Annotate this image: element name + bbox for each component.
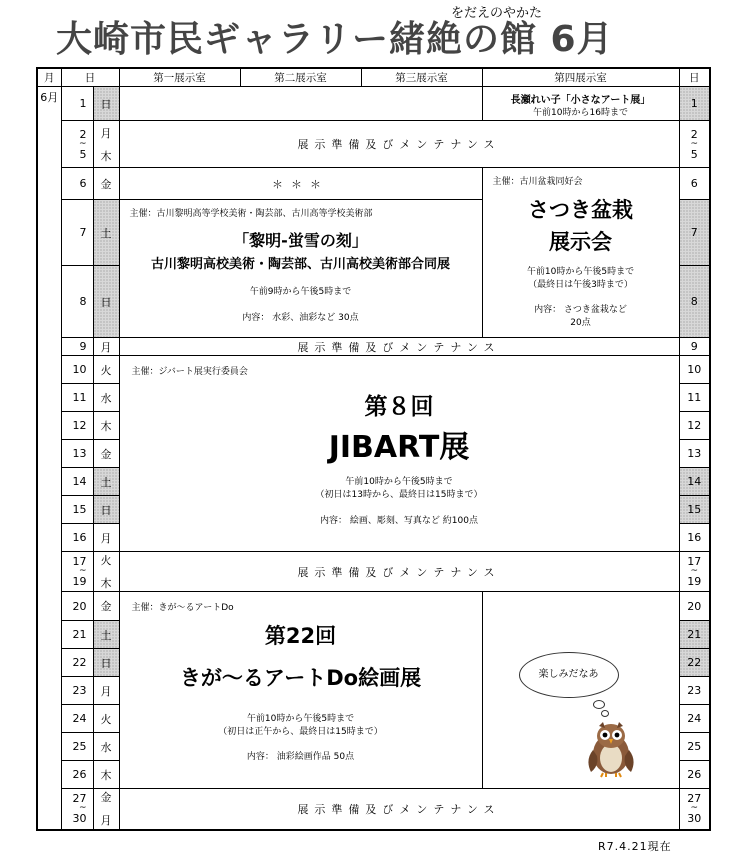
jibart-content: 内容： 絵画、彫刻、写真など 約100点	[320, 516, 478, 526]
day-number: 14	[61, 468, 93, 496]
day-number: 26	[61, 761, 93, 789]
calendar-row	[37, 121, 710, 168]
day-right-range: 2 ~ 5	[679, 121, 710, 168]
kigaru-title-2: きが～るアートDo絵画展	[179, 666, 422, 690]
reimei-content: 内容： 水彩、油彩など 30点	[242, 313, 359, 323]
weekday: 日	[93, 87, 119, 121]
day-right: 21	[679, 621, 710, 649]
day-number: 15	[61, 496, 93, 524]
room-4-mascot-area	[482, 592, 679, 789]
day-right: 12	[679, 412, 710, 440]
weekday: 土	[93, 468, 119, 496]
calendar-row	[37, 356, 710, 384]
hase-time: 午前10時から16時まで	[533, 108, 628, 118]
calendar-row	[37, 168, 710, 200]
thought-dot-icon	[593, 700, 605, 709]
speech-bubble: 楽しみだなあ	[519, 652, 619, 698]
day-number: 23	[61, 677, 93, 705]
room-1-header: 第一展示室	[119, 68, 240, 87]
day-right-range: 17 ~ 19	[679, 552, 710, 592]
day-right: 1	[679, 87, 710, 121]
reimei-organizer: 主催：古川黎明高等学校美術・陶芸部、古川高等学校美術部	[129, 209, 373, 219]
owl-mascot-icon	[583, 720, 639, 778]
day-right: 13	[679, 440, 710, 468]
day-right: 25	[679, 733, 710, 761]
month-header: 月	[37, 68, 61, 87]
weekday: 木	[93, 761, 119, 789]
stars-placeholder: ＊＊＊	[119, 168, 482, 200]
weekday-range: 火 木	[93, 552, 119, 592]
kigaru-event	[119, 592, 482, 789]
title-ruby: をだえのやかた	[451, 6, 543, 21]
thought-dot-icon	[601, 710, 609, 717]
day-right: 16	[679, 524, 710, 552]
rooms-1-3-empty	[119, 87, 482, 121]
satsuki-content: 内容： さつき盆栽など	[534, 305, 627, 315]
month-label: 6月	[37, 87, 61, 830]
weekday: 月	[93, 338, 119, 356]
jibart-time: 午前10時から午後5時まで	[345, 477, 453, 487]
weekday-range: 月 木	[93, 121, 119, 168]
day-right: 11	[679, 384, 710, 412]
hase-event	[482, 87, 679, 121]
maintenance-period: 展示準備及びメンテナンス	[119, 338, 679, 356]
weekday-range: 金 月	[93, 789, 119, 830]
day-right: 15	[679, 496, 710, 524]
weekday: 水	[93, 384, 119, 412]
weekday: 金	[93, 168, 119, 200]
weekday: 月	[93, 677, 119, 705]
weekday: 金	[93, 592, 119, 621]
day-right: 9	[679, 338, 710, 356]
jibart-organizer: 主催：ジバート展実行委員会	[131, 367, 248, 377]
revision-date: R7.4.21現在	[598, 840, 672, 853]
weekday: 金	[93, 440, 119, 468]
jibart-title-2: JIBART展	[328, 430, 470, 465]
day-range: 17 ~ 19	[61, 552, 93, 592]
calendar-row	[37, 789, 710, 830]
calendar-row	[37, 87, 710, 121]
calendar-row	[37, 592, 710, 621]
reimei-title: 「黎明-蛍雪の刻」	[233, 231, 368, 250]
day-number: 6	[61, 168, 93, 200]
reimei-event	[119, 200, 482, 338]
kigaru-content: 内容： 油彩絵画作品 50点	[246, 752, 355, 762]
satsuki-title-2: 展示会	[549, 230, 612, 254]
day-number: 7	[61, 200, 93, 266]
maintenance-period: 展示準備及びメンテナンス	[119, 121, 679, 168]
weekday: 土	[93, 621, 119, 649]
day-number: 9	[61, 338, 93, 356]
reimei-time: 午前9時から午後5時まで	[249, 287, 352, 297]
day-number: 10	[61, 356, 93, 384]
satsuki-count: 20点	[570, 318, 591, 328]
day-number: 24	[61, 705, 93, 733]
kigaru-time: 午前10時から午後5時まで	[246, 714, 355, 724]
room-3-header: 第三展示室	[361, 68, 482, 87]
day-header: 日	[61, 68, 119, 87]
day-number: 1	[61, 87, 93, 121]
weekday: 火	[93, 356, 119, 384]
jibart-time-note: （初日は13時から、最終日は15時まで）	[315, 490, 483, 500]
satsuki-time-note: （最終日は午後3時まで）	[528, 280, 633, 290]
day-right: 10	[679, 356, 710, 384]
maintenance-period: 展示準備及びメンテナンス	[119, 789, 679, 830]
reimei-subtitle: 古川黎明高校美術・陶芸部、古川高校美術部合同展	[150, 257, 450, 272]
day-right: 22	[679, 649, 710, 677]
day-right-range: 27 ~ 30	[679, 789, 710, 830]
room-4-header: 第四展示室	[482, 68, 679, 87]
satsuki-title-1: さつき盆栽	[528, 198, 633, 222]
jibart-title-1: 第８回	[364, 394, 434, 420]
page-title: 大崎市民ギャラリー緒絶の館 6月	[56, 19, 614, 60]
jibart-event	[119, 356, 679, 552]
weekday: 水	[93, 733, 119, 761]
day-number: 12	[61, 412, 93, 440]
day-right: 14	[679, 468, 710, 496]
day-right: 26	[679, 761, 710, 789]
hase-title: 長瀬れい子「小さなアート展」	[510, 95, 651, 106]
day-right: 23	[679, 677, 710, 705]
day-number: 13	[61, 440, 93, 468]
day-range: 2 ~ 5	[61, 121, 93, 168]
satsuki-organizer: 主催：古川盆栽同好会	[492, 177, 583, 187]
header-row	[37, 68, 710, 87]
day-right: 7	[679, 200, 710, 266]
schedule-table	[36, 67, 711, 831]
room-2-header: 第二展示室	[240, 68, 361, 87]
weekday: 日	[93, 266, 119, 338]
day-number: 22	[61, 649, 93, 677]
kigaru-time-note: （初日は正午から、最終日は15時まで）	[218, 727, 383, 737]
maintenance-period: 展示準備及びメンテナンス	[119, 552, 679, 592]
day-number: 21	[61, 621, 93, 649]
calendar-row	[37, 552, 710, 592]
day-right: 20	[679, 592, 710, 621]
day-number: 20	[61, 592, 93, 621]
weekday: 火	[93, 705, 119, 733]
day-number: 11	[61, 384, 93, 412]
satsuki-event	[482, 168, 679, 338]
day-right: 6	[679, 168, 710, 200]
day-number: 16	[61, 524, 93, 552]
weekday: 土	[93, 200, 119, 266]
kigaru-organizer: 主催：きが～るアートDo	[131, 603, 234, 613]
day-range: 27 ~ 30	[61, 789, 93, 830]
weekday: 日	[93, 649, 119, 677]
day-number: 25	[61, 733, 93, 761]
weekday: 木	[93, 412, 119, 440]
weekday: 日	[93, 496, 119, 524]
day-right-header: 日	[679, 68, 710, 87]
day-number: 8	[61, 266, 93, 338]
kigaru-title-1: 第22回	[264, 624, 337, 648]
day-right: 8	[679, 266, 710, 338]
weekday: 月	[93, 524, 119, 552]
day-right: 24	[679, 705, 710, 733]
satsuki-time: 午前10時から午後5時まで	[526, 267, 635, 277]
calendar-row	[37, 338, 710, 356]
